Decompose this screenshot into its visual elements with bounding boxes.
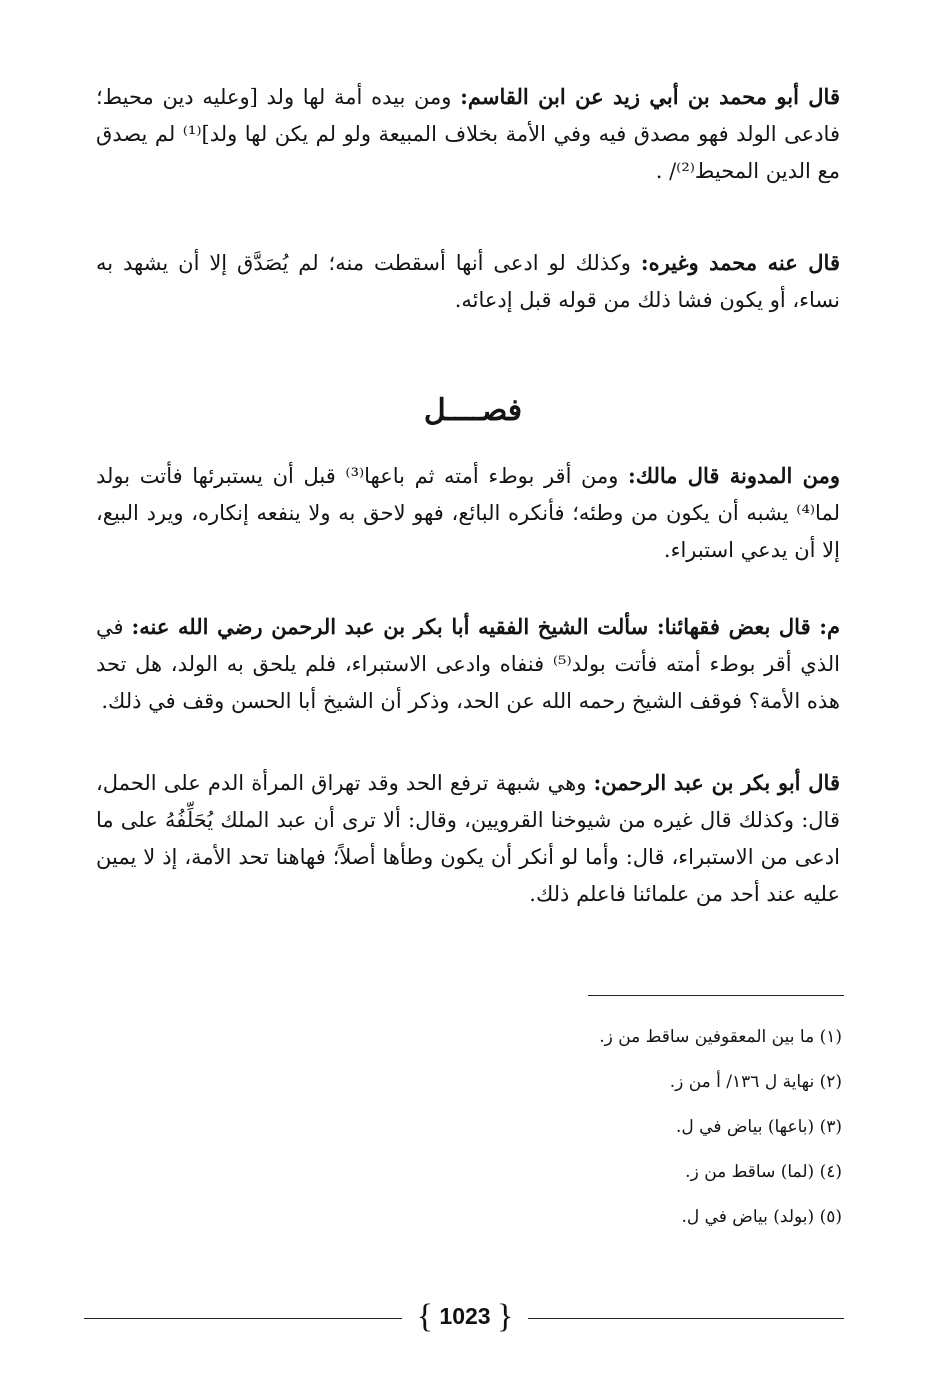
brace-open-icon: { <box>416 1298 434 1335</box>
paragraph-1 <box>96 78 840 190</box>
footnote-item: (٢) نهاية ل ١٣٦/ أ من ز. <box>669 1072 842 1092</box>
paragraph-3 <box>96 457 840 569</box>
footnote-separator <box>588 995 844 996</box>
paragraph-lead: قال أبو محمد بن أبي زيد عن ابن القاسم: <box>460 84 840 109</box>
paragraph-4 <box>96 608 840 720</box>
page-rule-right <box>528 1318 844 1319</box>
footnote-item: (١) ما بين المعقوفين ساقط من ز. <box>599 1027 842 1047</box>
paragraph-lead: قال أبو بكر بن عبد الرحمن: <box>593 770 840 795</box>
page-rule-left <box>84 1318 402 1319</box>
footnote-item: (٥) (بولد) بياض في ل. <box>681 1207 842 1227</box>
paragraph-2 <box>96 244 840 319</box>
footnotes <box>142 1024 842 1249</box>
brace-close-icon: } <box>496 1298 514 1335</box>
page-number: 1023 <box>439 1303 491 1329</box>
paragraph-lead: م: قال بعض فقهائنا: سألت الشيخ الفقيه أبا بكر بن عبد الرحمن رضي الله عنه: <box>131 614 840 639</box>
paragraph-text: وكذلك لو ادعى أنها أسقطت منه؛ لم يُصَدَّق إلا أن يشهد به نساء، أو يكون فشا ذلك من قوله قبل إدعائه. <box>96 251 840 312</box>
page-number-block <box>403 1298 527 1336</box>
paragraph-text: في الذي أقر بوطء أمته فأتت بولد⁽⁵⁾ فنفاه وادعى الاستبراء، فلم يلحق به الولد، هل تحد هذه الأمة؟ فوقف الشيخ رحمه الله عن الحد، وذكر أن الشيخ أبا الحسن وقف في ذلك. <box>96 615 840 713</box>
paragraph-text: وهي شبهة ترفع الحد وقد تهراق المرأة الدم على الحمل، قال: وكذلك قال غيره من شيوخنا القرويين، وقال: ألا ترى أن عبد الملك يُحَلِّفُهُ على ما ادعى من الاستبراء، قال: وأما لو أنكر أن يكون وطأها أصلاً؛ فهاهنا تحد الأمة، إذ لا يمين عليه عند أحد من علمائنا فاعلم ذلك. <box>96 771 840 906</box>
paragraph-lead: ومن المدونة قال مالك: <box>628 463 840 488</box>
footnote-item: (٣) (باعها) بياض في ل. <box>675 1117 842 1137</box>
paragraph-text: ومن بيده أمة لها ولد [وعليه دين محيط؛ فادعى الولد فهو مصدق فيه وفي الأمة بخلاف المبيعة ولو لم يكن لها ولد]⁽¹⁾ لم يصدق مع الدين المحيط⁽²⁾/ . <box>96 85 840 183</box>
footnote-item: (٤) (لما) ساقط من ز. <box>685 1162 842 1182</box>
paragraph-text: ومن أقر بوطء أمته ثم باعها⁽³⁾ قبل أن يستبرئها فأتت بولد لما⁽⁴⁾ يشبه أن يكون من وطئه؛ فأنكره البائع، فهو لاحق به ولا ينفعه إنكاره، ويرد البيع، إلا أن يدعي استبراء. <box>96 464 840 562</box>
section-heading: فصــــل <box>423 393 523 428</box>
paragraph-lead: قال عنه محمد وغيره: <box>640 250 840 275</box>
paragraph-5 <box>96 764 840 913</box>
